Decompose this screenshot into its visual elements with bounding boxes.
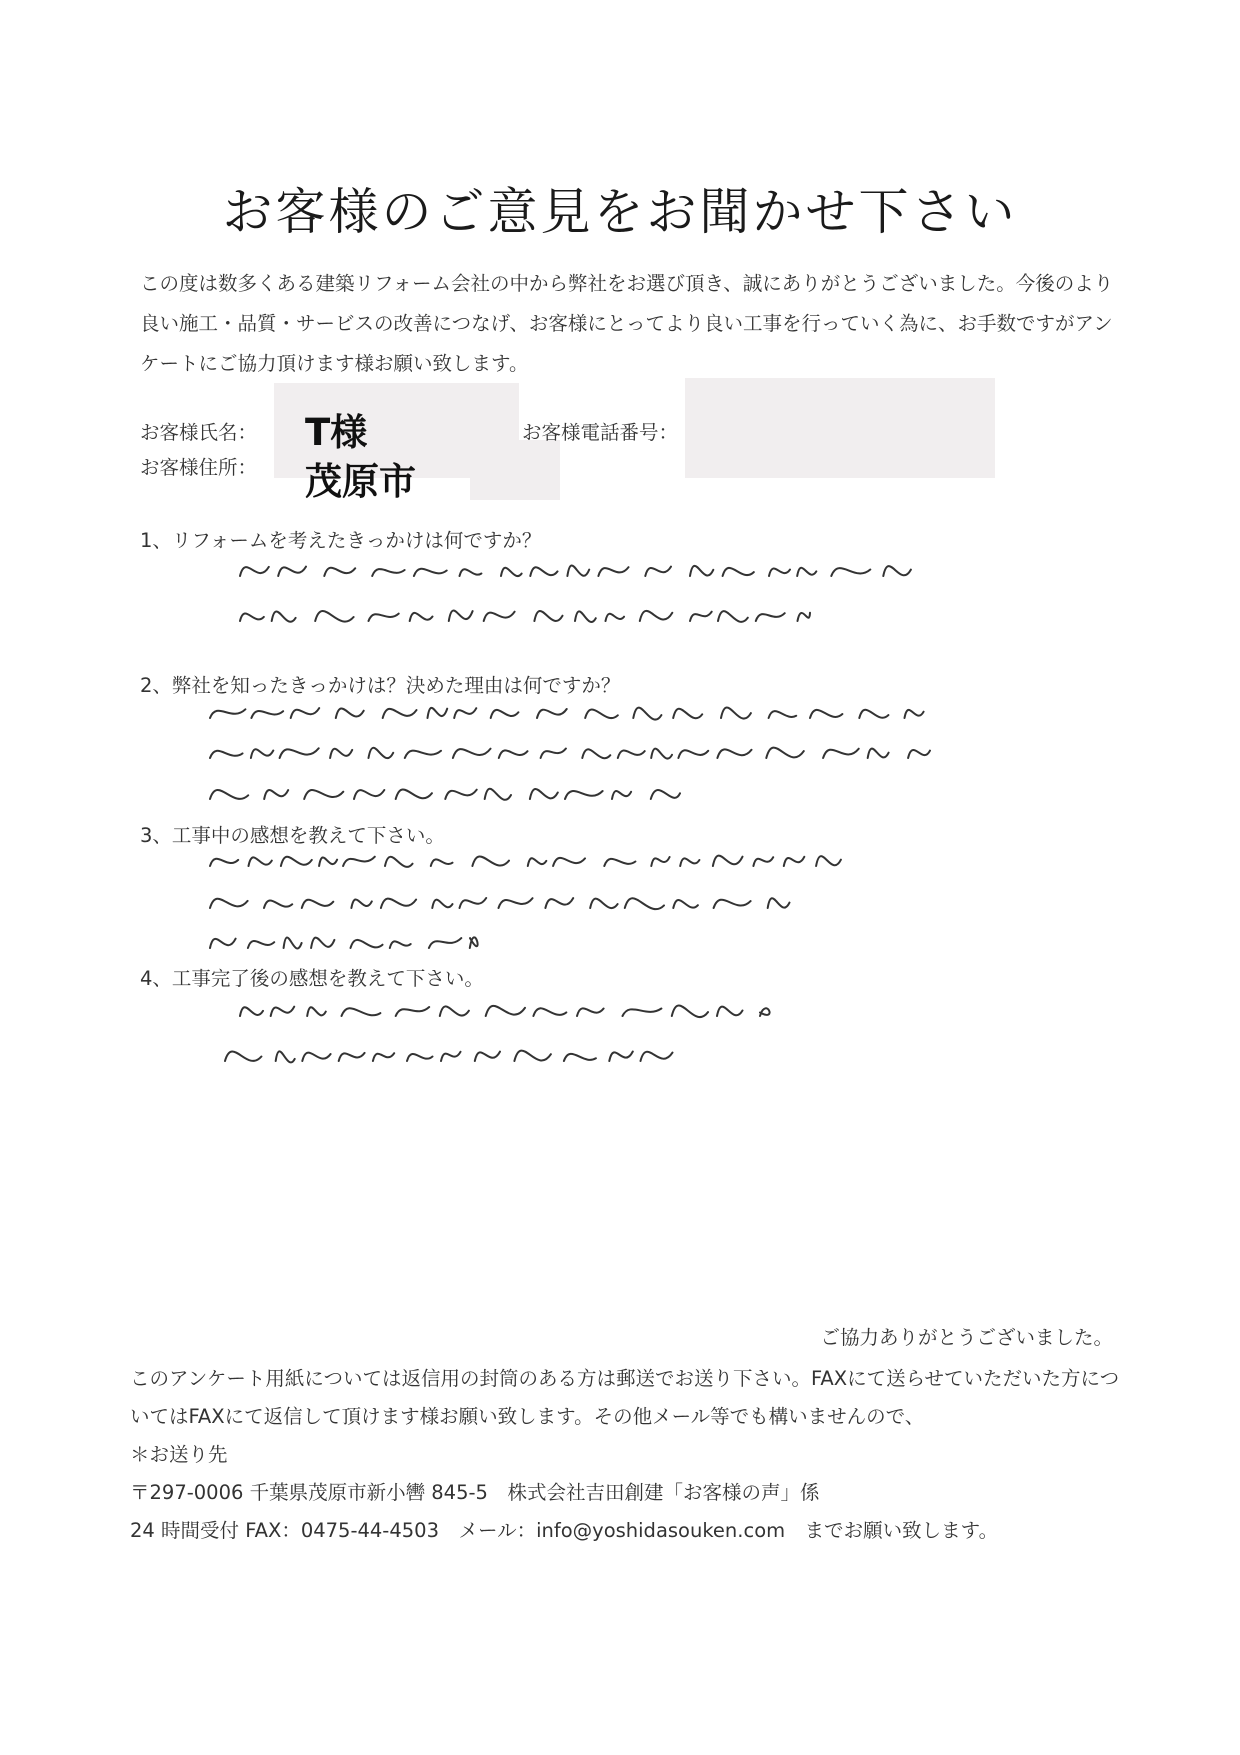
handwritten-line-8 [210,937,478,948]
mailing-address: 〒297-0006 千葉県茂原市新小轡 845-5 株式会社吉田創建「お客様の声」係 [130,1481,820,1504]
handwritten-line-4 [210,748,930,759]
question-2: 2、弊社を知ったきっかけは？決めた理由は何ですか？ [140,674,621,697]
phone-label: お客様電話番号： [522,421,679,444]
question-4: 4、工事完了後の感想を教えて下さい。 [140,967,484,990]
address-label: お客様住所： [140,456,258,479]
footer-instructions: このアンケート用紙については返信用の封筒のある方は郵送でお送り下さい。FAXにて送らせていただいた方についてはFAXにて返信して頂けます様お願い致します。その他メール等でも構いませんので、 [130,1367,1120,1428]
address-value: 茂原市 [305,460,416,503]
handwritten-line-2 [240,611,810,622]
handwritten-line-9 [240,1006,770,1018]
handwritten-line-10 [225,1051,673,1063]
question-1: 1、リフォームを考えたきっかけは何ですか？ [140,529,542,552]
handwritten-line-6 [210,856,841,867]
handwritten-line-7 [210,898,790,909]
name-label: お客様氏名： [140,421,258,444]
question-3: 3、工事中の感想を教えて下さい。 [140,824,445,847]
thanks-text: ご協力ありがとうございました。 [820,1326,1113,1349]
send-to-label: ＊お送り先 [130,1443,228,1466]
handwritten-line-1 [240,565,911,576]
handwritten-line-3 [210,707,924,719]
name-value: T様 [305,411,368,454]
handwritten-line-5 [210,789,680,800]
intro-text: この度は数多くある建築リフォーム会社の中から弊社をお選び頂き、誠にありがとうございました。今後のより良い施工・品質・サービスの改善につなげ、お客様にとってより良い工事を行っていく為に、お手数ですがアンケートにご協力頂けます様お願い致します。 [140,272,1114,375]
fax-email-contact: 24 時間受付 FAX：0475-44-4503 メール：info@yoshidasouken.com までお願い致します。 [130,1519,999,1542]
page-title: お客様のご意見をお聞かせ下さい [222,183,1018,241]
